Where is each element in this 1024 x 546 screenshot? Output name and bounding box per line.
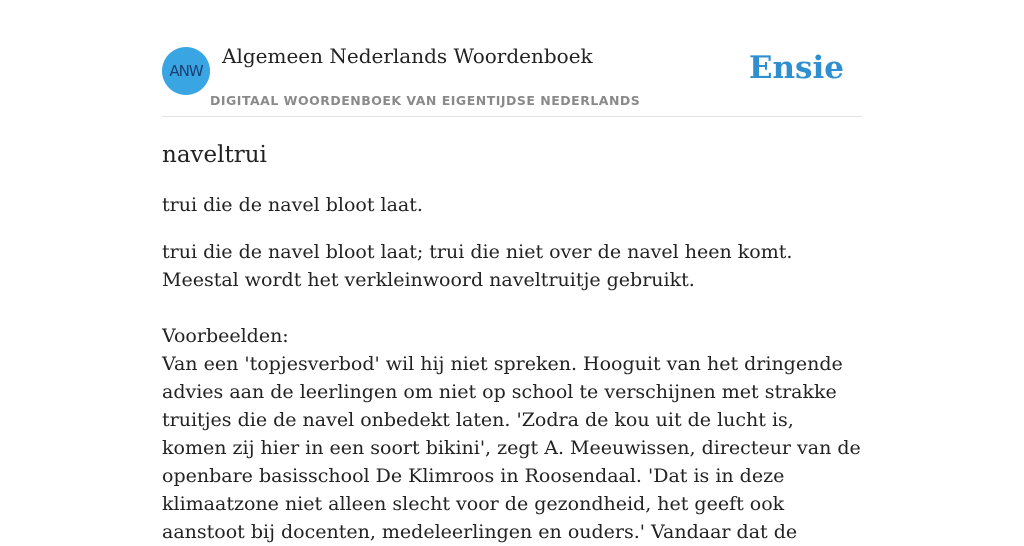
example-text: Van een 'topjesverbod' wil hij niet spreken. Hooguit van het dringende advies aan de leerlingen om niet op school te verschijnen met strakke truitjes die de navel onbedekt laten. 'Zodra de kou uit de lucht is, komen zij hier in een soort bikini', zegt A. Meeuwissen, directeur van de openbare basisschool De Klimroos in Roosendaal. 'Dat is in deze klimaatzone niet alleen slecht voor de gezondheid, het geeft ook aanstoot bij docenten, medeleerlingen en ouders.' Vandaar dat de xyxy=(162,353,861,543)
anw-logo[interactable] xyxy=(162,47,210,95)
headword: naveltrui xyxy=(162,142,267,168)
definition-line: trui die de navel bloot laat; trui die niet over de navel heen komt. xyxy=(162,241,793,263)
ensie-brand-link[interactable]: Ensie xyxy=(748,50,844,86)
full-definition xyxy=(162,238,862,546)
site-title[interactable]: Algemeen Nederlands Woordenboek xyxy=(222,44,593,68)
logo-text: ANW xyxy=(169,62,203,80)
header xyxy=(162,0,862,117)
site-subtitle: DIGITAAL WOORDENBOEK VAN EIGENTIJDSE NEDERLANDS xyxy=(210,93,641,108)
page xyxy=(162,0,862,546)
short-definition: trui die de navel bloot laat. xyxy=(162,194,423,216)
definition-note: Meestal wordt het verkleinwoord naveltruitje gebruikt. xyxy=(162,269,695,291)
examples-label: Voorbeelden: xyxy=(162,325,289,347)
